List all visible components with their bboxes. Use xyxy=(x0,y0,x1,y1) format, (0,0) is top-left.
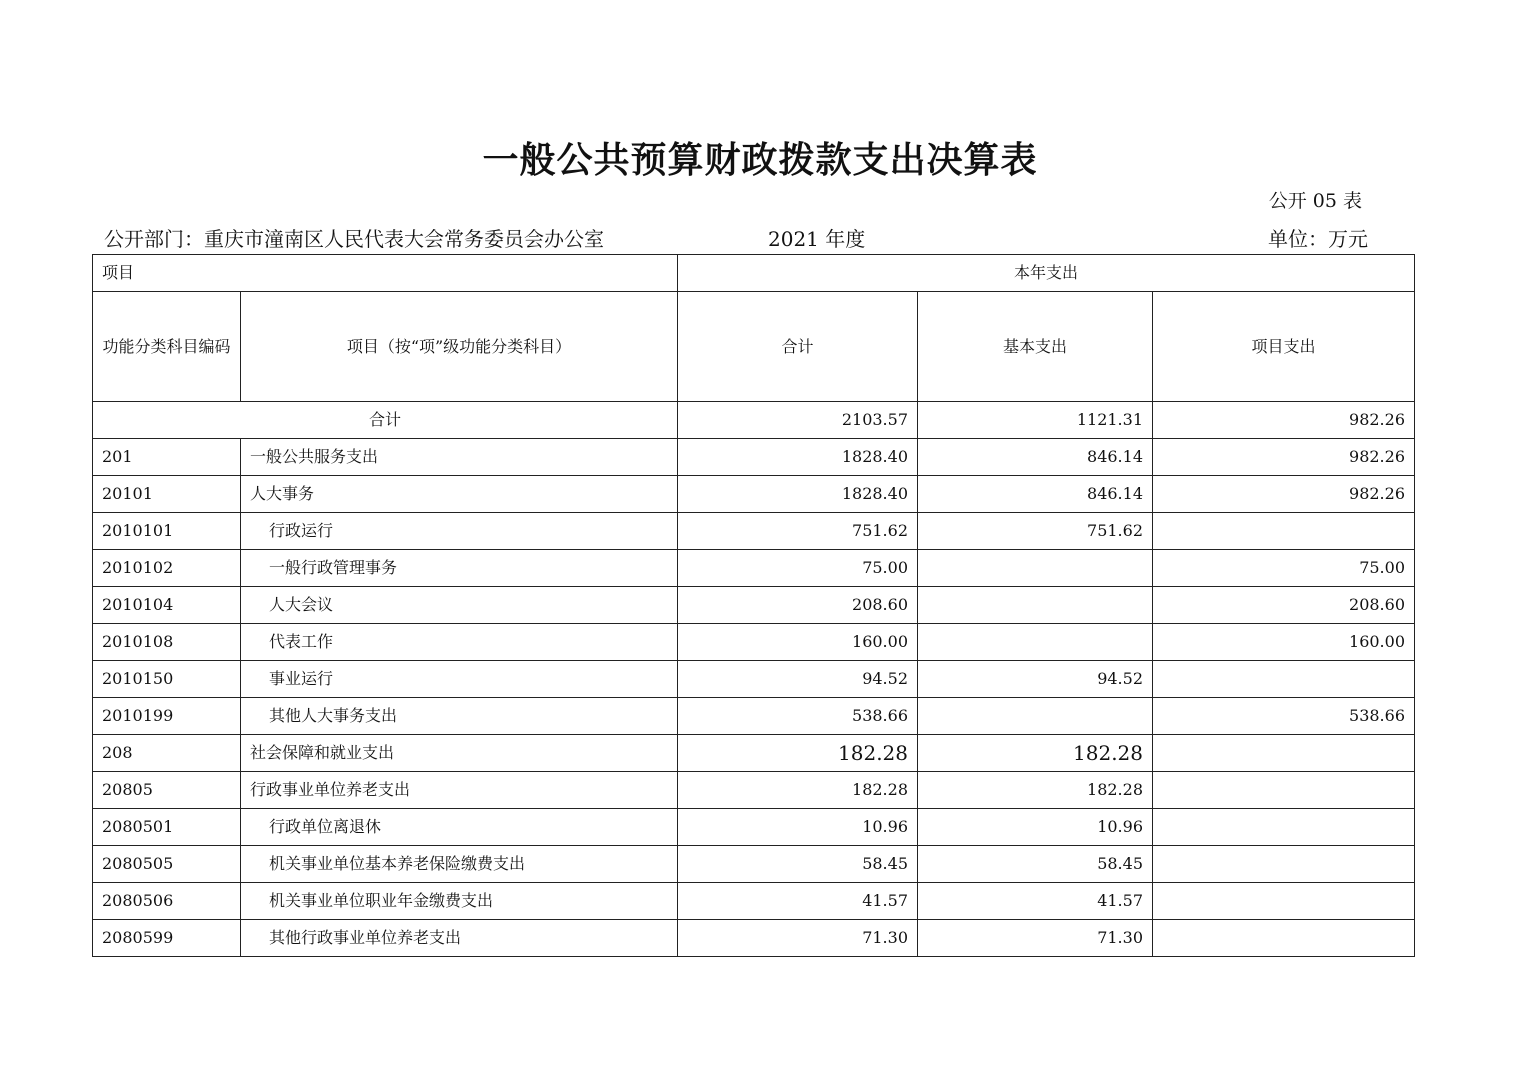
row-code: 2010104 xyxy=(93,587,241,624)
row-total: 94.52 xyxy=(678,661,918,698)
row-code: 2010199 xyxy=(93,698,241,735)
unit-label: 单位：万元 xyxy=(1268,227,1368,251)
row-basic: 846.14 xyxy=(918,476,1153,513)
row-project xyxy=(1153,883,1415,920)
row-code: 20101 xyxy=(93,476,241,513)
row-code: 2080505 xyxy=(93,846,241,883)
header-basic: 基本支出 xyxy=(918,292,1153,402)
row-total: 182.28 xyxy=(678,735,918,772)
header-current-year: 本年支出 xyxy=(678,255,1415,292)
row-basic: 846.14 xyxy=(918,439,1153,476)
form-number: 公开 05 表 xyxy=(1268,190,1362,212)
department-label: 公开部门：重庆市潼南区人民代表大会常务委员会办公室 xyxy=(104,227,604,251)
row-name: 其他行政事业单位养老支出 xyxy=(241,920,678,957)
row-total: 10.96 xyxy=(678,809,918,846)
header-code: 功能分类科目编码 xyxy=(93,292,241,402)
row-project: 538.66 xyxy=(1153,698,1415,735)
row-name: 人大会议 xyxy=(241,587,678,624)
row-name: 事业运行 xyxy=(241,661,678,698)
table-row xyxy=(93,698,1415,735)
expenditure-table xyxy=(92,254,1415,957)
header-total: 合计 xyxy=(678,292,918,402)
row-total: 1828.40 xyxy=(678,476,918,513)
row-name: 机关事业单位职业年金缴费支出 xyxy=(241,883,678,920)
row-basic: 94.52 xyxy=(918,661,1153,698)
table-row xyxy=(93,476,1415,513)
row-name: 一般公共服务支出 xyxy=(241,439,678,476)
row-basic: 71.30 xyxy=(918,920,1153,957)
table-row xyxy=(93,735,1415,772)
table-row xyxy=(93,513,1415,550)
total-row xyxy=(93,402,1415,439)
row-basic: 751.62 xyxy=(918,513,1153,550)
row-project xyxy=(1153,513,1415,550)
header-item: 项目 xyxy=(93,255,678,292)
row-basic xyxy=(918,698,1153,735)
row-basic xyxy=(918,624,1153,661)
row-project: 75.00 xyxy=(1153,550,1415,587)
total-project: 982.26 xyxy=(1153,402,1415,439)
table-row xyxy=(93,550,1415,587)
table-row xyxy=(93,661,1415,698)
table-row xyxy=(93,624,1415,661)
total-label: 合计 xyxy=(93,402,678,439)
row-code: 2010150 xyxy=(93,661,241,698)
table-row xyxy=(93,920,1415,957)
total-amount: 2103.57 xyxy=(678,402,918,439)
table-row xyxy=(93,846,1415,883)
row-total: 1828.40 xyxy=(678,439,918,476)
row-total: 182.28 xyxy=(678,772,918,809)
row-code: 2010101 xyxy=(93,513,241,550)
row-code: 20805 xyxy=(93,772,241,809)
row-total: 71.30 xyxy=(678,920,918,957)
row-total: 160.00 xyxy=(678,624,918,661)
header-row-1 xyxy=(93,255,1415,292)
row-total: 538.66 xyxy=(678,698,918,735)
row-name: 行政运行 xyxy=(241,513,678,550)
row-name: 机关事业单位基本养老保险缴费支出 xyxy=(241,846,678,883)
row-code: 2080501 xyxy=(93,809,241,846)
fiscal-year: 2021 年度 xyxy=(768,227,866,251)
row-name: 社会保障和就业支出 xyxy=(241,735,678,772)
row-basic: 10.96 xyxy=(918,809,1153,846)
row-total: 208.60 xyxy=(678,587,918,624)
row-name: 一般行政管理事务 xyxy=(241,550,678,587)
row-code: 2010102 xyxy=(93,550,241,587)
row-basic: 41.57 xyxy=(918,883,1153,920)
header-project: 项目支出 xyxy=(1153,292,1415,402)
row-name: 人大事务 xyxy=(241,476,678,513)
row-project xyxy=(1153,661,1415,698)
row-code: 2010108 xyxy=(93,624,241,661)
row-total: 751.62 xyxy=(678,513,918,550)
row-basic xyxy=(918,550,1153,587)
row-project: 982.26 xyxy=(1153,439,1415,476)
total-basic: 1121.31 xyxy=(918,402,1153,439)
table-row xyxy=(93,883,1415,920)
row-total: 75.00 xyxy=(678,550,918,587)
table-row xyxy=(93,439,1415,476)
row-basic: 58.45 xyxy=(918,846,1153,883)
row-name: 行政单位离退休 xyxy=(241,809,678,846)
row-total: 58.45 xyxy=(678,846,918,883)
row-name: 代表工作 xyxy=(241,624,678,661)
row-basic: 182.28 xyxy=(918,772,1153,809)
row-project: 208.60 xyxy=(1153,587,1415,624)
row-name: 行政事业单位养老支出 xyxy=(241,772,678,809)
row-project xyxy=(1153,735,1415,772)
row-project: 982.26 xyxy=(1153,476,1415,513)
row-project xyxy=(1153,772,1415,809)
row-total: 41.57 xyxy=(678,883,918,920)
row-basic: 182.28 xyxy=(918,735,1153,772)
row-project xyxy=(1153,809,1415,846)
row-code: 2080506 xyxy=(93,883,241,920)
report-title: 一般公共预算财政拨款支出决算表 xyxy=(482,140,1038,181)
header-name: 项目（按“项”级功能分类科目） xyxy=(241,292,678,402)
table-row xyxy=(93,809,1415,846)
table-row xyxy=(93,772,1415,809)
row-code: 208 xyxy=(93,735,241,772)
row-code: 201 xyxy=(93,439,241,476)
table-row xyxy=(93,587,1415,624)
row-project xyxy=(1153,920,1415,957)
row-basic xyxy=(918,587,1153,624)
row-name: 其他人大事务支出 xyxy=(241,698,678,735)
header-row-2 xyxy=(93,292,1415,402)
row-code: 2080599 xyxy=(93,920,241,957)
row-project xyxy=(1153,846,1415,883)
row-project: 160.00 xyxy=(1153,624,1415,661)
